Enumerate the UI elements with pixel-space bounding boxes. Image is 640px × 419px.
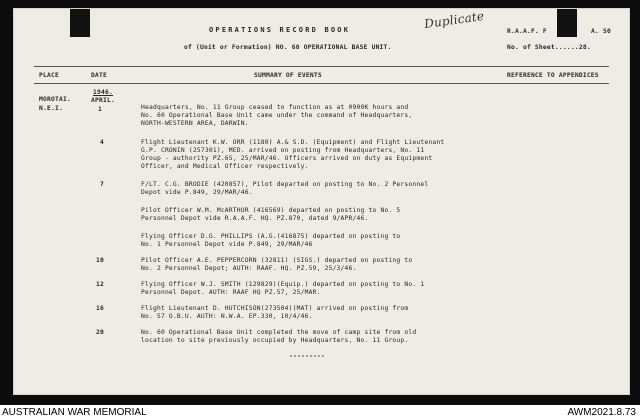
- entry-line: Personnel Depot vide R.A.A.F. HQ. PZ.870, dated 9/APR/46.: [141, 215, 369, 222]
- end-marker: ---------: [289, 353, 325, 360]
- place-line-2: N.E.I.: [39, 105, 63, 112]
- entry-line: No. 1 Personnel Depot vide P.849, 29/MAR/46: [141, 241, 313, 248]
- column-date: DATE: [91, 72, 107, 79]
- place-line-1: MOROTAI.: [39, 96, 71, 103]
- entry-day: 10: [96, 257, 104, 264]
- entry-line: NORTH-WESTERN AREA, DARWIN.: [141, 120, 249, 127]
- entry-line: No. 60 Operational Base Unit came under the command of Headquarters,: [141, 112, 413, 119]
- entry-day: 16: [96, 305, 104, 312]
- entry-line: Flight Lieutenant D. HUTCHISON(273504)(MAT) arrived on posting from: [141, 305, 409, 312]
- record-sheet: [13, 8, 630, 395]
- entry-line: No. 57 O.B.U. AUTH: N.W.A. EP.330, 10/4/46.: [141, 313, 313, 320]
- entry-line: Personnel Depot. AUTH: RAAF HQ PZ.57, 25/MAR.: [141, 289, 321, 296]
- entry-line: Flying Officer W.J. SMITH (129829)(Equip.) departed on posting to No. 1: [141, 281, 425, 288]
- entry-line: Flight Lieutenant K.W. ORR (1180) A.& S.D. (Equipment) and Flight Lieutenant: [141, 139, 445, 146]
- header-rule-top: [34, 66, 609, 67]
- date-month: APRIL.: [91, 97, 115, 104]
- date-year: 1946.: [93, 89, 113, 96]
- footer-catalog-id: AWM2021.8.73: [567, 407, 636, 418]
- entry-line: Pilot Officer A.E. PEPPERCORN (32811) (SIGS.) departed on posting to: [141, 257, 413, 264]
- entry-line: Group - authority PZ.65, 25/MAR/46. Officers arrived on duty as Equipment: [141, 155, 433, 162]
- entry-line: No. 60 Operational Base Unit completed the move of camp site from old: [141, 329, 417, 336]
- footer-bar: [0, 405, 640, 419]
- entry-line: No. 2 Personnel Depot; AUTH: RAAF. HQ. PZ.59, 25/3/46.: [141, 265, 357, 272]
- header-rule-bottom: [34, 83, 609, 84]
- entry-line: Pilot Officer W.M. McARTHUR (416569) departed on posting to No. 5: [141, 207, 401, 214]
- service-code: R.A.A.F. F: [507, 28, 547, 35]
- entry-line: Flying Officer D.G. PHILLIPS (A.G.(416875) departed on posting to: [141, 233, 401, 240]
- entry-day: 4: [100, 139, 104, 146]
- entry-line: Depot vide P.849, 29/MAR/46.: [141, 189, 253, 196]
- entry-day: 1: [98, 106, 102, 113]
- entry-line: location to site previously occupied by Headquarters, No. 11 Group.: [141, 337, 409, 344]
- column-place: PLACE: [39, 72, 59, 79]
- document-title: OPERATIONS RECORD BOOK: [209, 26, 351, 34]
- entry-day: 20: [96, 329, 104, 336]
- entry-line: Headquarters, No. 11 Group ceased to function as at 0900K hours and: [141, 104, 409, 111]
- handwritten-note: Duplicate: [423, 8, 485, 32]
- footer-archive-name: AUSTRALIAN WAR MEMORIAL: [2, 407, 147, 418]
- binder-tab-right: [557, 9, 577, 37]
- binder-tab-left: [70, 9, 90, 37]
- entry-day: 7: [100, 181, 104, 188]
- entry-line: F/LT. C.G. BRODIE (420857), Pilot departed on posting to No. 2 Personnel: [141, 181, 429, 188]
- form-number: A. 50: [591, 28, 611, 35]
- sheet-number: No. of Sheet......28.: [507, 44, 591, 51]
- unit-line: of (Unit or Formation) NO. 60 OPERATIONAL BASE UNIT.: [184, 44, 392, 51]
- entry-day: 12: [96, 281, 104, 288]
- column-references: REFERENCE TO APPENDICES: [507, 72, 599, 79]
- column-summary: SUMMARY OF EVENTS: [254, 72, 322, 79]
- entry-line: G.P. CRONIN (257301), MED. arrived on posting from Headquarters, No. 11: [141, 147, 425, 154]
- entry-line: Officer, and Medical Officer respectively.: [141, 163, 309, 170]
